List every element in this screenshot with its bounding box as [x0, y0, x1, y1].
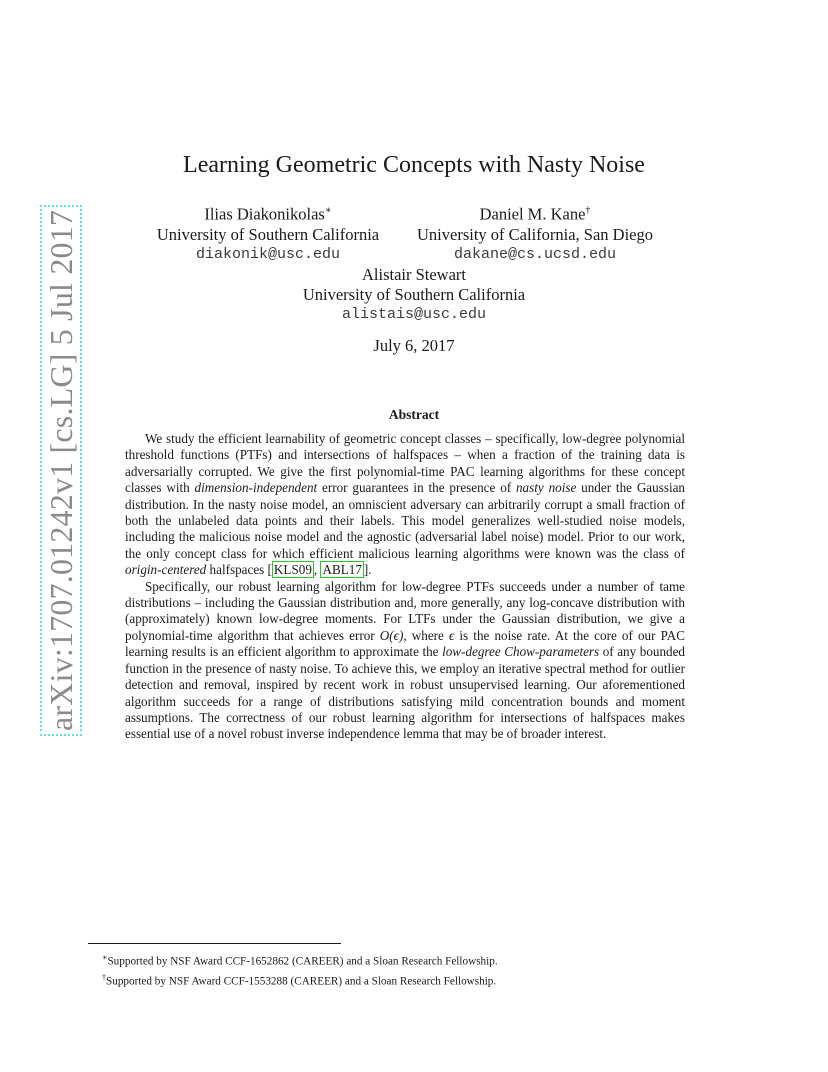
author-name: Alistair Stewart [361, 265, 467, 284]
author-name: Ilias Diakonikolas [204, 204, 325, 224]
author-email[interactable]: alistais@usc.edu [341, 306, 487, 323]
author-block [148, 201, 388, 265]
footnotes [102, 950, 498, 989]
author-block [264, 265, 564, 325]
abstract-paragraph: Specifically, our robust learning algorithm for low-degree PTFs succeeds under a number of tame distributions – including the Gaussian distribution and, more generally, any log-concave distribution with (approximately) known low-degree moments. For LTFs under the Gaussian distribution, we give a polynomial-time algorithm that achieves error O(ϵ), where ϵ is the noise rate. At the core of our PAC learning results is an efficient algorithm to approximate the low-degree Chow-parameters of any bounded function in the presence of nasty noise. To achieve this, we employ an iterative spectral method for outlier detection and removal, inspired by recent work in robust unsupervised learning. Our aforementioned algorithm succeeds for a range of distributions satisfying mild concentration bounds and moment assumptions. The correctness of our robust learning algorithm for intersections of halfspaces makes essential use of a novel robust inverse independence lemma that may be of broader interest. [125, 578, 685, 742]
footnote-mark[interactable]: ∗ [324, 205, 332, 216]
abstract-body [125, 431, 685, 743]
footnote: ∗Supported by NSF Award CCF-1652862 (CAREER) and a Sloan Research Fellowship. [102, 953, 498, 968]
abstract-paragraph: We study the efficient learnability of geometric concept classes – specifically, low-degree polynomial threshold functions (PTFs) and intersections of halfspaces – when a fraction of the training data is adversarially corrupted. We give the first polynomial-time PAC learning algorithms for these concept classes with dimension-independent error guarantees in the presence of nasty noise under the Gaussian distribution. In the nasty noise model, an omniscient adversary can arbitrarily corrupt a small fraction of both the unlabeled data points and their labels. This model generalizes well-studied noise models, including the malicious noise model and the agnostic (adversarial label noise) model. Prior to our work, the only concept class for which efficient malicious learning algorithms were known was the class of origin-centered halfspaces [ KLS09 , ABL17 ]. [125, 431, 685, 578]
citation-link[interactable]: KLS09 [273, 562, 312, 578]
footnote-divider [88, 943, 341, 944]
author-affiliation: University of Southern California [302, 285, 526, 304]
author-affiliation: University of California, San Diego [417, 224, 653, 244]
footnote-mark[interactable]: † [585, 205, 591, 216]
citation-link[interactable]: ABL17 [322, 562, 362, 578]
arxiv-identifier[interactable]: arXiv:1707.01242v1 [cs.LG] 5 Jul 2017 [40, 205, 82, 736]
paper-date: July 6, 2017 [373, 336, 455, 355]
author-email[interactable]: dakane@cs.ucsd.edu [453, 245, 617, 263]
footnote: †Supported by NSF Award CCF-1553288 (CAREER) and a Sloan Research Fellowship. [102, 972, 497, 988]
abstract-heading: Abstract [388, 407, 440, 422]
math-expression: O(ϵ) [379, 627, 404, 643]
author-affiliation: University of Southern California [156, 224, 380, 244]
author-name: Daniel M. Kane [479, 204, 586, 224]
math-expression: ϵ [448, 627, 455, 643]
author-email[interactable]: diakonik@usc.edu [195, 245, 341, 263]
author-block [410, 201, 660, 265]
paper-title: Learning Geometric Concepts with Nasty Noise [183, 152, 645, 178]
